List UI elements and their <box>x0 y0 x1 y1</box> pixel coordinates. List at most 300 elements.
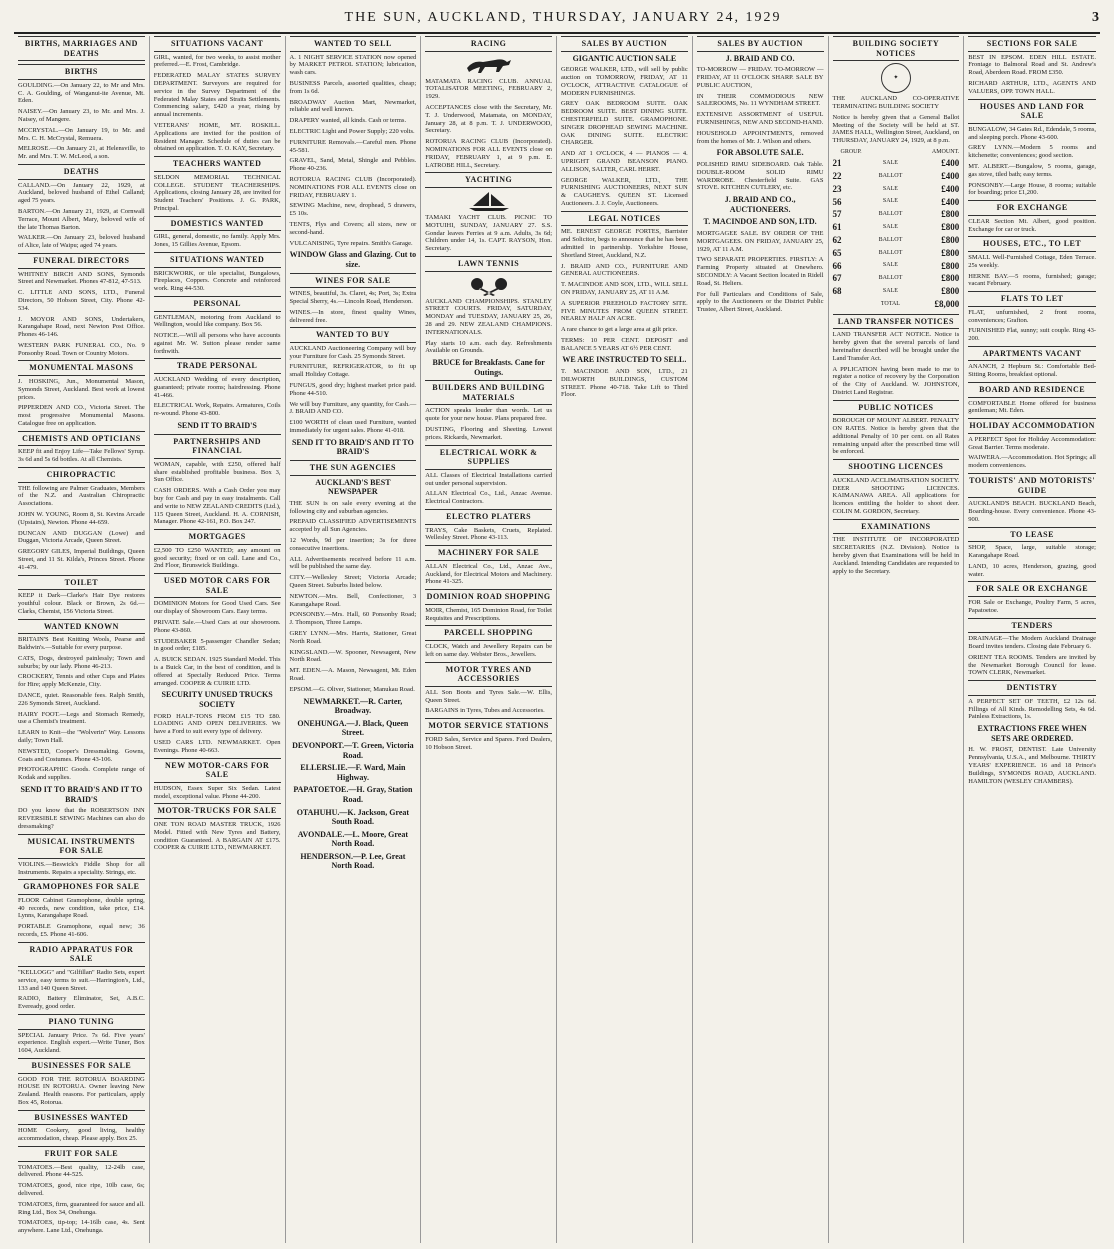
section-heading: PARTNERSHIPS AND FINANCIAL <box>154 434 281 459</box>
ballot-row <box>833 247 960 260</box>
classified-ad: T. MACINDOE AND SON, LTD. <box>703 217 817 227</box>
classified-ad: AUCKLAND Auctioneering Company will buy your Furniture for Cash. 25 Symonds Street. <box>289 344 417 360</box>
classified-ad: SEWING Machine, new, drophead, 5 drawers, £5 10s. <box>289 202 417 218</box>
page-title: THE SUN, AUCKLAND, THURSDAY, JANUARY 24, 1929 <box>344 10 782 25</box>
ballot-amount: £800 <box>941 222 960 233</box>
classified-ad: NAISEY.—On January 23, to Mr. and Mrs. J. Naisey, of Mangere. <box>18 108 145 123</box>
classified-ad: FOR ABSOLUTE SALE. <box>716 148 804 158</box>
newspaper-column <box>557 36 693 1243</box>
classified-ad: C. LITTLE AND SONS, LTD., Funeral Directors, 50 Hobson Street, City. Phone 42-534. <box>18 289 145 312</box>
section-heading: BIRTHS <box>18 64 145 80</box>
section-heading: LEGAL NOTICES <box>561 211 688 227</box>
classified-ad: THE INSTITUTE OF INCORPORATED SECRETARIES (N.Z. Division). Notice is hereby given that Examinations will be held in Auckland. Intending Candidates are requested to apply to the Secretary. <box>832 536 960 575</box>
classified-ad: ALLAN Electrical Co., Ltd., Anzac Ave., Auckland, for Electrical Motors and Machinery. Phone 41-325. <box>425 562 552 586</box>
classified-ad: T. MACINDOE AND SON, LTD., WILL SELL ON FRIDAY, JANUARY 25, AT 11 A.M. <box>561 281 688 296</box>
ballot-method: BALLOT <box>878 211 903 218</box>
classified-ad: PAPATOETOE.—H. Gray, Station Road. <box>293 785 413 804</box>
section-heading: PUBLIC NOTICES <box>833 400 960 416</box>
classified-ad: "KELLOGG" and "Gilfillan" Radio Sets, expert service, easy terms to suit.—Harrington's, Ltd., 133 and 140 Queen Street. <box>18 969 145 992</box>
classified-ad: BRUCE for Breakfasts. Cane for Outings. <box>432 358 545 377</box>
newspaper-column <box>829 36 965 1243</box>
classified-ad: J. MOYOR AND SONS, Undertakers, Karangahape Road, next Newton Post Office. Phones 46-146. <box>18 315 145 339</box>
section-heading: SALES BY AUCTION <box>697 36 824 52</box>
ballot-amount: £800 <box>941 247 960 258</box>
classified-ad: TWO SEPARATE PROPERTIES. FIRSTLY: A Farming Property situated at Onewhero. SECONDLY: A Vacant Section located in Ridell Road, St. Heliers. <box>696 256 824 287</box>
classified-ad: MORTGAGEE SALE. BY ORDER OF THE MORTGAGEES. ON FRIDAY, JANUARY 25, 1929, AT 11 A.M. <box>696 229 824 253</box>
classified-ad: NOTICE.—Will all persons who have accounts against Mr. W. Sutton please render same forthwith. <box>153 332 281 355</box>
section-heading: DEATHS <box>18 164 145 180</box>
classified-ad: KINGSLAND.—W. Spooner, Newsagent, New North Road. <box>289 648 417 664</box>
classified-ad: 12 Words, 9d per insertion; 3s for three consecutive insertions. <box>289 537 417 552</box>
classified-ad: ORIENT TEA ROOMS. Tenders are invited by the Newmarket Borough Council for lease. TOWN CLERK, Newmarket. <box>968 653 1096 677</box>
classified-ad: TOMATOES, firm, guaranteed for sauce and all. Ring Ltd., Box 34, Onehunga. <box>18 1200 145 1216</box>
classified-ad: BARTON.—On January 21, 1929, at Cornwall Terrace, Mount Albert, Mary, beloved wife of the late Thomas Barton. <box>18 207 145 231</box>
classified-ad: HAIRY FOOT.—Legs and Stomach Remedy, use a Chemist's treatment. <box>18 710 145 726</box>
classified-ad: £2,500 TO £250 WANTED; any amount on good security; fixed or on call. Lane and Co., 2nd Floor, Brunswick Buildings. <box>153 546 281 570</box>
classified-ad: ONEHUNGA.—J. Black, Queen Street. <box>297 718 409 738</box>
section-heading: APARTMENTS VACANT <box>968 346 1096 362</box>
classified-ad: ALL Classes of Electrical Installations carried out under personal supervision. <box>425 471 552 487</box>
classified-ad: FURNISHED Flat, sunny; suit couple. Ring 43-200. <box>968 327 1096 343</box>
classified-ad: GIRL, general, domestic, no family. Apply Mrs. Jones, 15 Gillies Avenue, Epsom. <box>153 233 281 249</box>
ballot-row <box>833 221 960 234</box>
classified-ad: THE SUN is on sale every evening at the following city and suburban agencies. <box>289 499 417 515</box>
classified-ad: RADIO, Battery Eliminator, Set, A.B.C. Eveready, good order. <box>18 995 145 1011</box>
classified-ad: THE following are Palmer Graduates, Members of the N.Z. and Australian Chiropractic Associations. <box>18 484 145 508</box>
section-heading: SHOOTING LICENCES <box>833 459 960 475</box>
ballot-method: SALE <box>882 198 898 205</box>
section-heading: FRUIT FOR SALE <box>18 1146 145 1162</box>
section-heading: WINES FOR SALE <box>290 273 417 289</box>
classified-ad: FORD HALF-TONS FROM £15 TO £80. LOADING AND OPEN DELIVERIES. We have a Ford to suit every type of delivery. <box>153 712 281 736</box>
classified-ad: NEWTON.—Mrs. Bell, Confectioner, 3 Karangahape Road. <box>289 592 417 608</box>
classified-ad: DRAINAGE—The Modern Auckland Drainage Board invites tenders. Closing date February 6. <box>968 635 1096 650</box>
classified-ad: ELLERSLIE.—F. Ward, Main Highway. <box>300 763 406 782</box>
classified-ad: KEEP it Dark—Clarke's Hair Dye restores youthful colour. Black or Brown, 2s 6d.—Clarks, Chemist, 156 Victoria Street. <box>18 592 145 615</box>
classified-ad: GREGORY GILES, Imperial Buildings, Queen Street, and 11 St. Kilda's, Princes Street. Phone 41-479. <box>18 548 145 571</box>
ballot-total-row <box>833 298 960 311</box>
section-heading: DOMINION ROAD SHOPPING <box>425 589 552 605</box>
classified-ad: Play starts 10 a.m. each day. Refreshments Available on Grounds. <box>425 339 552 355</box>
classified-ad: SHOP, Space, large, suitable storage; Karangahape Road. <box>968 544 1096 560</box>
classified-ad: MATAMATA RACING CLUB. ANNUAL TOTALISATOR MEETING, FEBRUARY 2, 1929. <box>425 77 552 101</box>
classified-ad: FORD Sales, Service and Spares. Ford Dealers, 10 Hobson Street. <box>425 735 552 751</box>
section-heading: FOR EXCHANGE <box>968 200 1096 216</box>
classified-ad: For full Particulars and Conditions of Sale, apply to the Auctioneers or the District Public Trustee, Albert Street, Auckland. <box>696 290 824 314</box>
classified-ad: BROADWAY Auction Mart, Newmarket, reliable and well known. <box>289 98 417 114</box>
classified-ad: EXTENSIVE ASSORTMENT of USEFUL FURNISHINGS, NEW AND SECOND-HAND. <box>696 111 824 126</box>
classified-ad: PORTABLE Gramophone, equal new; 36 records, £5. Phone 41-606. <box>18 923 145 939</box>
section-heading: MONUMENTAL MASONS <box>18 360 145 376</box>
classified-ad: GIRL, wanted, for two weeks, to assist mother preferred.—E. Frost, Cambridge. <box>153 53 281 69</box>
section-heading: SITUATIONS WANTED <box>154 252 281 268</box>
section-heading: SITUATIONS VACANT <box>154 36 281 52</box>
section-heading: FUNERAL DIRECTORS <box>18 253 145 269</box>
newspaper-column <box>150 36 286 1243</box>
section-heading: TEACHERS WANTED <box>154 156 281 172</box>
classified-ad: BOROUGH OF MOUNT ALBERT. PENALTY ON RATES. Notice is hereby given that the additional Penalty of 10 per cent. on all Rates remaining unpaid after the prescribed time will be enforced. <box>832 417 960 456</box>
section-heading: WANTED KNOWN <box>18 619 145 635</box>
ballot-method: BALLOT <box>878 236 903 243</box>
section-heading: BUILDING SOCIETY NOTICES <box>833 36 960 61</box>
classified-ad: AUCKLAND CHAMPIONSHIPS. STANLEY STREET COURTS. FRIDAY, SATURDAY, MONDAY and TUESDAY, JANUARY 25, 26, 28 and 29. NEW ZEALAND CHAMPIONS. INTERNATIONALS. <box>425 297 552 336</box>
classified-ad: AUCKLAND'S BEST NEWSPAPER <box>315 477 391 497</box>
classified-ad: GRAVEL, Sand, Metal, Shingle and Pebbles. Phone 40-236. <box>289 157 417 173</box>
classified-ad: HENDERSON.—P. Lee, Great North Road. <box>300 851 406 871</box>
classified-ad: ALL Advertisements received before 11 a.m. will be published the same day. <box>289 555 417 571</box>
section-heading: FOR SALE OR EXCHANGE <box>968 581 1096 597</box>
classified-ad: BEST IN EPSOM. EDEN HILL ESTATE. Frontage to Balmoral Road and St. Andrew's Road, Aberdeen Road. FROM £350. <box>968 53 1096 77</box>
classified-ad: ELECTRIC Light and Power Supply; 220 volts. <box>289 127 415 135</box>
classified-ad: A rare chance to get a large area at gilt price. <box>561 326 678 334</box>
ballot-amount: £800 <box>941 260 960 271</box>
classified-ad: CLEAR Section Mt. Albert, good position. Exchange for car or truck. <box>968 217 1096 233</box>
classified-ad: FEDERATED MALAY STATES SURVEY DEPARTMENT. Surveyors are required for service in the Survey Department of the Federated Malay States and Straits Settlements. Commencing salary, £420 a year, rising by annual increments. <box>153 72 281 119</box>
classified-ad: MT. EDEN.—A. Mason, Newsagent, Mt. Eden Road. <box>289 667 417 682</box>
ballot-amount: £800 <box>941 209 960 220</box>
classified-ad: DUNCAN AND DUGGAN (Lowe) and Duggan, Victoria Arcade, Queen Street. <box>18 529 145 545</box>
ballot-row <box>833 234 960 247</box>
classified-ad: VIOLINS.—Beswick's Fiddle Shop for all Instruments. Repairs a speciality. Strings, etc. <box>18 860 145 876</box>
classified-ad: ALLAN Electrical Co., Ltd., Anzac Avenue. Electrical Contractors. <box>425 490 552 506</box>
section-heading: BUSINESSES WANTED <box>18 1110 145 1126</box>
group-number: 23 <box>832 183 842 194</box>
classified-ad: FURNITURE Removals.—Careful men. Phone 45-581. <box>289 138 417 154</box>
classified-ad: DRAPERY wanted, all kinds. Cash or terms. <box>289 117 407 125</box>
classified-ad: WINDOW Glass and Glazing. Cut to size. <box>289 250 417 269</box>
classified-ad: WALKER.—On January 23, beloved husband of Alice, late of Waipu; aged 74 years. <box>18 234 145 250</box>
group-number: 62 <box>832 234 842 245</box>
classified-ad: ACCEPTANCES close with the Secretary, Mr. T. J. Underwood, Matamata, on MONDAY, January 28, at 8 p.m. T. J. UNDERWOOD, Secretary. <box>425 103 552 135</box>
classified-ad: WE ARE INSTRUCTED TO SELL. <box>562 355 687 365</box>
section-heading: PIANO TUNING <box>18 1014 145 1030</box>
classified-ad: GOOD FOR THE ROTORUA BOARDING HOUSE IN ROTORUA. Owner leaving New Zealand. Health reasons. For particulars, apply Box 45, Rotorua. <box>18 1075 145 1107</box>
ballot-row <box>833 260 960 273</box>
classified-ad: RICHARD ARTHUR, LTD., AGENTS AND VALUERS, OPP. TOWN HALL. <box>968 79 1096 95</box>
ballot-amount: £400 <box>941 158 960 169</box>
classified-ad: EXTRACTIONS FREE WHEN SETS ARE ORDERED. <box>977 724 1087 743</box>
section-heading: SALES BY AUCTION <box>561 36 688 52</box>
classified-ad: USED CARS LTD. NEWMARKET. Open Evenings. Phone 40-663. <box>153 738 281 754</box>
section-heading: PARCELL SHOPPING <box>425 625 552 641</box>
classified-ad: J. BRAID AND CO., AUCTIONEERS. <box>724 195 796 214</box>
classified-ad: PONSONBY.—Mrs. Hall, 60 Ponsonby Road; J. Thompson, Three Lamps. <box>289 611 417 627</box>
classified-ad: ONE TON ROAD MASTER TRUCK, 1926 Model. Fitted with New Tyres and Battery, condition Guaranteed. A BARGAIN AT £175. COOPER & CUIRIE LTD., NEWMARKET. <box>153 820 281 852</box>
classified-ad: FLOOR Cabinet Gramophone, double spring, 40 records, new condition, take price, £14. Lynns, Karangahape Road. <box>18 896 145 920</box>
classified-ad: FUNGUS, good dry; highest market price paid. Phone 44-510. <box>289 382 417 397</box>
classified-ad: DUSTING, Flooring and Sheeting. Lowest prices. Rickards, Newmarket. <box>425 426 552 441</box>
classified-ad: MOIR, Chemist, 165 Dominion Road, for Toilet Requisites and Prescriptions. <box>425 606 552 622</box>
classified-ad: WINES.—In store, finest quality Wines, delivered free. <box>289 308 417 324</box>
ballot-method: SALE <box>882 185 898 192</box>
society-seal-icon: ✦ <box>881 63 911 93</box>
ballot-row <box>833 196 960 209</box>
classified-ad: HUDSON, Essex Super Six Sedan. Latest model, exceptional value. Phone 44-200. <box>153 784 281 800</box>
classified-ad: BRITAIN'S Best Knitting Wools, Pearse and Baldwin's.—Suitable for every purpose. <box>18 636 145 651</box>
ballot-amount: £800 <box>941 234 960 245</box>
section-heading: LAND TRANSFER NOTICES <box>833 314 960 330</box>
section-heading: TRADE PERSONAL <box>154 358 281 374</box>
classified-ad: AUCKLAND Wedding of every description, guaranteed; private rooms; hairdressing. Phone 41-466. <box>153 376 281 399</box>
classified-ad: ROTORUA RACING CLUB (Incorporated). NOMINATIONS FOR ALL EVENTS close on FRIDAY, FEBRUARY 1. <box>289 175 417 199</box>
section-heading: GRAMOPHONES FOR SALE <box>18 879 145 895</box>
classified-ad: GREY LYNN.—Mrs. Harris, Stationer, Great North Road. <box>289 629 417 645</box>
classified-ad: GEORGE WALKER, LTD., THE FURNISHING AUCTIONEERS, NEXT SUN & CAUGHEYS. QUEEN ST. Licensed Auctioneers. J. J. Coyle, Auctioneers. <box>561 176 688 207</box>
ballot-method: BALLOT <box>878 172 903 179</box>
group-number: 65 <box>832 247 842 258</box>
classified-ad: SECURITY UNUSED TRUCKS SOCIETY <box>161 690 273 709</box>
group-number: 56 <box>832 196 842 207</box>
ballot-row <box>833 170 960 183</box>
ballot-method: SALE <box>882 262 898 269</box>
classified-ad: J. BRAID AND CO., FURNITURE AND GENERAL AUCTIONEERS. <box>561 262 688 278</box>
section-heading: MOTOR-TRUCKS FOR SALE <box>154 803 281 819</box>
classified-ad: WINES, beautiful, 3s. Claret, 4s; Port, 3s; Extra Special Sherry, 4s.—Lincoln Road, Henderson. <box>289 290 417 305</box>
classified-ad: MT. ALBERT.—Bungalow, 5 rooms, garage, gas stove, tiled bath; easy terms. <box>968 162 1096 178</box>
classified-ad: T. MACINDOE AND SON, LTD., 21 DILWORTH BUILDINGS, CUSTOM STREET. Phone 40-718. Take Lift to Third Floor. <box>561 368 688 399</box>
section-heading: NEW MOTOR-CARS FOR SALE <box>154 758 281 783</box>
classified-ad: GIGANTIC AUCTION SALE <box>572 53 677 63</box>
section-heading: HOUSES AND LAND FOR SALE <box>968 99 1096 124</box>
newspaper-column <box>286 36 422 1243</box>
ballot-row <box>833 183 960 196</box>
classified-ad: STUDEBAKER 5-passenger Chandler Sedan; in good order; £185. <box>153 637 281 653</box>
group-header: GROUP. <box>840 148 862 155</box>
group-number: 68 <box>832 286 842 297</box>
section-heading: MOTOR TYRES AND ACCESSORIES <box>425 662 552 687</box>
classified-ad: CITY.—Wellesley Street; Victoria Arcade; Queen Street. Suburbs listed below. <box>289 574 417 589</box>
classified-ad: SEND IT TO BRAID'S <box>177 421 257 431</box>
classified-ad: ALL Son Boots and Tyres Sale.—W. Ellis, Queen Street. <box>425 688 552 704</box>
classified-ad: DANCE, quiet. Reasonable fees. Ralph Smith, 226 Symonds Street, Auckland. <box>18 691 145 707</box>
classified-ad: FLAT, unfurnished, 2 front rooms, conveniences; Grafton. <box>968 308 1096 324</box>
section-heading: DENTISTRY <box>968 680 1096 696</box>
ballot-amount: £800 <box>941 286 960 297</box>
classified-ad: BARGAINS in Tyres, Tubes and Accessories. <box>425 707 545 715</box>
classified-ad: A SUPERIOR FREEHOLD FACTORY SITE. FIVE MINUTES FROM QUEEN STREET. NEARLY HALF AN ACRE. <box>561 299 688 323</box>
classified-ad: TAMAKI YACHT CLUB. PICNIC TO MOTUIHI, SUNDAY, JANUARY 27. S.S. Gondar leaves Ferries at 9 a.m. Adults, 3s 6d; Children under 14, 1s. CAPT. RAYSON, Hon. Secretary. <box>425 213 552 253</box>
ballot-table <box>833 148 960 311</box>
classified-ad: A PERFECT Spot for Holiday Accommodation: Great Barrier. Terms moderate. <box>968 435 1096 451</box>
masthead <box>14 4 1100 34</box>
section-heading: HOLIDAY ACCOMMODATION <box>968 418 1096 434</box>
section-heading: WANTED TO SELL <box>290 36 417 52</box>
classified-ad: SELDON MEMORIAL TECHNICAL COLLEGE. STUDENT TEACHERSHIPS. Applications, closing January 28, are invited for Student Teachers' Positions. J. G. PARK, Principal. <box>153 173 281 212</box>
classified-ad: DOMINION Motors for Good Used Cars. See our display of Showroom Cars. Easy terms. <box>153 600 281 616</box>
group-number: 22 <box>832 170 842 181</box>
ballot-amount: £400 <box>941 183 960 194</box>
page-number: 3 <box>1092 10 1100 25</box>
total-amount: £8,000 <box>934 298 960 309</box>
ballot-method: SALE <box>882 159 898 166</box>
section-heading: MOTOR SERVICE STATIONS <box>425 718 552 734</box>
classified-ad: PRIVATE Sale.—Used Cars at our showroom. Phone 43-860. <box>153 618 281 634</box>
section-heading: MUSICAL INSTRUMENTS FOR SALE <box>18 834 145 859</box>
section-heading: ELECTRICAL WORK & SUPPLIES <box>425 445 552 470</box>
ballot-row <box>833 208 960 221</box>
group-number: 61 <box>832 222 842 233</box>
classified-ad: BUSINESS Parcels, assorted qualities, cheap; from 1s 6d. <box>289 79 417 95</box>
sailboat-icon <box>459 190 519 212</box>
section-heading: TOILET <box>18 575 145 591</box>
classified-ad: IN THEIR COMMODIOUS NEW SALEROOMS, No. 11 WYNDHAM STREET. <box>696 92 824 108</box>
classified-ad: TOMATOES, tip-top; 14-16lb case, 4s. Sent anywhere. Lane Ltd., Onehunga. <box>18 1219 145 1235</box>
classified-ad: LAND, 10 acres, Henderson, grazing, good water. <box>968 562 1096 578</box>
crossed-rackets-icon <box>459 274 519 296</box>
classified-ad: SPECIAL January Price. 7s 6d. Five years' experience. English expert.—Write Tuner, Box 1604, Auckland. <box>18 1031 145 1055</box>
classified-ad: AUCKLAND'S BEACH. BUCKLAND Beach, Boarding-house. Every convenience. Phone 43-900. <box>968 500 1096 523</box>
classified-ad: SEND IT TO BRAID'S AND IT TO BRAID'S <box>20 784 143 804</box>
classified-ad: WHITNEY BIRCH AND SONS, Symonds Street and Newmarket. Phones 47-812, 47-513. <box>18 270 145 286</box>
ballot-amount: £400 <box>941 196 960 207</box>
section-heading: RADIO APPARATUS FOR SALE <box>18 942 145 967</box>
classified-ad: CASH ORDERS. With a Cash Order you may buy for Cash and pay in easy instalments. Call and write to NEW ZEALAND CREDITS (Ltd.), 115 Queen Street, Auckland. H. A. CORNISH, Manager. Phone 42-161, P.O. Box 247. <box>153 487 281 526</box>
classified-ad: ACTION speaks louder than words. Let us quote for your new house. Plans prepared free. <box>425 407 552 423</box>
classified-ad: GREY OAK BEDROOM SUITE. OAK BEDROOM SUITE. BEST DINING SUITE. CHESTERFIELD SUITE. GRAMOPHONE. SINGER DROPHEAD SEWING MACHINE. OAK DINING SUITE. ELECTRIC CHARGER. <box>561 100 688 147</box>
newspaper-column <box>14 36 150 1243</box>
classified-ad: PREPAID CLASSIFIED ADVERTISEMENTS accepted by all Sun Agencies. <box>289 518 417 534</box>
classified-ad: WESTERN PARK FUNERAL CO., No. 9 Ponsonby Road. Town or Country Motors. <box>18 341 145 357</box>
ballot-amount: £800 <box>941 273 960 284</box>
classified-ad: FURNITURE, REFRIGERATOR, to fit up small Holiday Cottage. <box>289 363 417 379</box>
group-number: 66 <box>832 260 842 271</box>
classified-ad: PONSONBY.—Large House, 8 rooms; suitable for boarding; price £1,200. <box>968 181 1096 197</box>
section-heading: BUILDERS AND BUILDING MATERIALS <box>425 380 552 405</box>
classified-ad: DO you know that the ROBERTSON INN REVERSIBLE SEWING Machines can also do dressmaking? <box>18 807 145 830</box>
classified-ad: VETERANS' HOME, MT. ROSKILL. Applications are invited for the position of Resident Manager. Schedule of duties can be obtained on application. T. O. KAY, Secretary. <box>153 121 281 153</box>
section-heading: TO LEASE <box>968 527 1096 543</box>
classified-ad: HOUSEHOLD APPOINTMENTS, removed from the homes of Mr. J. Wilson and others. <box>696 129 824 145</box>
classified-ad: Notice is hereby given that a General Ballot Meeting of the Society will be held at ST. JAMES HALL, Wellington Street, Auckland, on THURSDAY, JANUARY 24, 1929, at 8 p.m. <box>832 113 960 145</box>
classified-ad: H. W. FROST, DENTIST. Late University Pennsylvania, U.S.A., and Melbourne. THIRTY YEARS' EXPERIENCE. 16 and 18 Prince's Buildings, SYMONDS ROAD, AUCKLAND. HAMILTON (WESLEY CHAMBERS). <box>968 746 1096 785</box>
newspaper-column <box>693 36 829 1243</box>
classified-ad: FOR Sale or Exchange, Poultry Farm, 5 acres, Papatoetoe. <box>968 599 1096 614</box>
section-heading: PERSONAL <box>154 296 281 312</box>
ballot-method: SALE <box>882 223 898 230</box>
classified-ad: LEARN to Knit—the "Wolverin" Way. Lessons daily; Town Hall. <box>18 729 145 744</box>
section-heading: BOARD AND RESIDENCE <box>968 382 1096 398</box>
classified-ad: A PERFECT SET OF TEETH, £2 12s 6d. Fillings of All Kinds. Remodelling Sets, 4s 6d. Painless Extractions, 1s. <box>968 697 1096 721</box>
classified-ad: AVONDALE.—L. Moore, Great North Road. <box>297 829 409 849</box>
ballot-row <box>833 272 960 285</box>
section-heading: THE SUN AGENCIES <box>290 460 417 476</box>
classified-ad: MCCRYSTAL.—On January 19, to Mr. and Mrs. C. H. McCrystal, Remuera. <box>18 126 145 142</box>
classified-ad: THE AUCKLAND CO-OPERATIVE TERMINATING BUILDING SOCIETY <box>832 95 960 110</box>
section-heading: WANTED TO BUY <box>290 327 417 343</box>
classified-ad: AUCKLAND ACCLIMATISATION SOCIETY. DEER SHOOTING LICENCES. KAIMANAWA AREA. All applications for licences entitling the holder to shoot deer. COLIN M. GORDON, Secretary. <box>832 476 960 516</box>
classified-ad: HERNE BAY.—5 rooms, furnished; garage; vacant February. <box>968 272 1096 288</box>
ballot-method: SALE <box>882 287 898 294</box>
classified-ad: J. HOSKING, Jun., Monumental Mason, Symonds Street, Auckland. Best work at lowest prices. <box>18 378 145 401</box>
newspaper-column <box>964 36 1100 1243</box>
classified-ad: EPSOM.—G. Oliver, Stationer, Manukau Road. <box>289 685 415 693</box>
classified-ad: We will buy Furniture, any quantity, for Cash.—J. BRAID AND CO. <box>289 400 417 416</box>
section-heading: EXAMINATIONS <box>833 519 960 535</box>
classified-ad: GREY LYNN.—Modern 5 rooms and kitchenette; conveniences; good section. <box>968 144 1096 160</box>
group-number: 57 <box>832 209 842 220</box>
ballot-method: BALLOT <box>878 249 903 256</box>
classified-ad: KEEP fit and Enjoy Life—Take Fellows' Syrup. 3s 6d and 5s 6d bottles. At all Chemists. <box>18 448 145 464</box>
classified-ad: GENTLEMAN, motoring from Auckland to Wellington, would like company. Box 56. <box>153 313 281 329</box>
section-heading: SECTIONS FOR SALE <box>968 36 1096 52</box>
classified-ad: CLOCK, Watch and Jewellery Repairs can be left on same day. Webster Bros., Jewellers. <box>425 643 552 658</box>
classified-ad: SMALL Well-Furnished Cottage, Eden Terrace. 25s weekly. <box>968 253 1096 269</box>
classified-ad: TOMATOES.—Best quality, 12-24lb case, delivered. Phone 44-525. <box>18 1163 145 1179</box>
classified-ad: ROTORUA RACING CLUB (Incorporated). NOMINATIONS FOR ALL EVENTS close on FRIDAY, FEBRUARY 1, at 9 p.m. E. LATROBE HILL, Secretary. <box>425 138 552 169</box>
classified-ad: PHOTOGRAPHIC Goods. Complete range of Kodak and supplies. <box>18 766 145 782</box>
ballot-amount: £400 <box>941 170 960 181</box>
section-heading: FLATS TO LET <box>968 291 1096 307</box>
classified-ad: PIPPERDEN AND CO., Victoria Street. The most progressive Monumental Masons. Catalogue free on application. <box>18 404 145 428</box>
section-heading: BUSINESSES FOR SALE <box>18 1058 145 1074</box>
classified-ad: HOME Cookery, good living, healthy accommodation, cheap. Please apply. Box 25. <box>18 1127 145 1143</box>
classified-ad: £100 WORTH of clean used Furniture, wanted immediately for urgent sales. Phone 41-018. <box>289 419 417 435</box>
classified-ad: BUNGALOW, 34 Gates Rd., Edendale, 5 rooms, and sleeping porch. Phone 43-600. <box>968 125 1097 141</box>
classified-ad: LAND TRANSFER ACT NOTICE. Notice is hereby given that the several parcels of land hereinafter described will be brought under the Land Transfer Act. <box>832 331 960 362</box>
ballot-table-header <box>833 148 960 157</box>
classified-ad: MELROSE.—On January 21, at Helensville, to Mr. and Mrs. T. W. McLeod, a son. <box>18 145 145 161</box>
classified-ad: TO-MORROW — FRIDAY. TO-MORROW — FRIDAY, AT 11 O'CLOCK SHARP. SALE BY PUBLIC AUCTION, <box>696 66 824 89</box>
total-label: TOTAL <box>880 300 900 307</box>
classified-ad: A. 1 NIGHT SERVICE STATION now opened by MARKET PETROL STATION; lubrication, wash cars. <box>289 53 417 77</box>
amount-header: AMOUNT. <box>931 148 960 155</box>
section-heading: USED MOTOR CARS FOR SALE <box>154 573 281 598</box>
group-number: 67 <box>832 273 842 284</box>
section-heading: LAWN TENNIS <box>425 256 552 272</box>
columns <box>14 36 1100 1243</box>
classified-ad: VULCANISING, Tyre repairs. Smith's Garage. <box>289 239 413 247</box>
classified-ad: AND AT 1 O'CLOCK, 4 — PIANOS — 4. UPRIGHT GRAND BEANSON PIANO. ALLISON, SALTER, CARL HERRT. <box>561 150 688 173</box>
classified-ad: A PPLICATION having been made to me to register a notice of recovery by the Corporation of the City of Auckland. W. JOHNSTON, District Land Registrar. <box>832 365 960 396</box>
section-heading: RACING <box>425 36 552 52</box>
classified-ad: TOMATOES, good, nice ripe, 10lb case, 6s; delivered. <box>18 1182 145 1197</box>
classified-ad: CALLAND.—On January 22, 1929, at Auckland, beloved husband of Ethel Calland; aged 75 years. <box>18 181 145 205</box>
classified-ad: CROCKERY, Tennis and other Cups and Plates for Hire; apply McKenzie, City. <box>18 673 145 689</box>
ballot-method: BALLOT <box>878 275 903 282</box>
section-heading: HOUSES, ETC., TO LET <box>968 236 1096 252</box>
classified-ad: GOULDING.—On January 22, to Mr and Mrs. C. A. Goulding, of Wanganui-ite Avenue, Mt. Eden. <box>18 81 145 105</box>
classified-ad: ANANCH, 2 Hepburn St.: Comfortable Bed-Sitting Rooms, breakfast optional. <box>968 363 1096 379</box>
ballot-row <box>833 157 960 170</box>
classified-ad: COMFORTABLE Home offered for business gentleman; Mt. Eden. <box>968 399 1096 415</box>
section-heading: YACHTING <box>425 172 552 188</box>
section-heading: BIRTHS, MARRIAGES AND DEATHS <box>18 36 145 61</box>
racehorse-icon <box>459 54 519 76</box>
classified-ad: JOHN W. YOUNG, Room 8, St. Kevins Arcade (Upstairs), Newton. Phone 44-659. <box>18 511 145 526</box>
newspaper-column <box>421 36 557 1243</box>
classified-ad: A. BUICK SEDAN. 1925 Standard Model. This is a Buick Car, in the best of condition, and is offered at Specially Reduced Price. Terms arranged. COOPER & CUIRIE LTD. <box>153 656 281 687</box>
classified-ad: TENTS, Flys and Covers; all sizes, new or second-hand. <box>289 220 417 236</box>
classified-ad: NEWMARKET.—R. Carter, Broadway. <box>303 696 403 716</box>
section-heading: MORTGAGES <box>154 529 281 545</box>
ballot-row <box>833 285 960 298</box>
section-heading: TOURISTS' AND MOTORISTS' GUIDE <box>968 473 1096 498</box>
classified-ad: OTAHUHU.—K. Jackson, Great South Road. <box>296 807 410 827</box>
classified-ad: DEVONPORT.—T. Green, Victoria Road. <box>292 740 414 760</box>
classified-ad: TRAYS, Cake Baskets, Cruets, Replated. Wellesley Street. Phone 43-113. <box>425 526 552 542</box>
classified-ad: TERMS: 10 PER CENT. DEPOSIT and BALANCE 5 YEARS AT 6½ PER CENT. <box>561 336 688 352</box>
section-heading: ELECTRO PLATERS <box>425 509 552 525</box>
section-heading: CHEMISTS AND OPTICIANS <box>18 431 145 447</box>
section-heading: MACHINERY FOR SALE <box>425 545 552 561</box>
spacer <box>833 298 870 311</box>
classified-ad: J. BRAID AND CO. <box>725 53 795 63</box>
classified-ad: WOMAN, capable, with £250, offered half share established profitable business. Box 3, Sun Office. <box>153 460 281 484</box>
classified-ad: BRICKWORK, or tile specialist, Bungalows, Fireplaces, Coppers. Concrete and reinforced work. Ring 44-530. <box>153 269 281 293</box>
classified-ad: NEWSTED, Cooper's Dressmaking. Gowns, Coats and Costumes. Phone 43-106. <box>18 747 145 763</box>
spacer <box>870 148 912 157</box>
classified-ad: GEORGE WALKER, LTD., will sell by public auction on TOMORROW, FRIDAY, AT 11 O'CLOCK, ATTRACTIVE CATALOGUE of MODERN FURNISHINGS. <box>561 66 688 97</box>
